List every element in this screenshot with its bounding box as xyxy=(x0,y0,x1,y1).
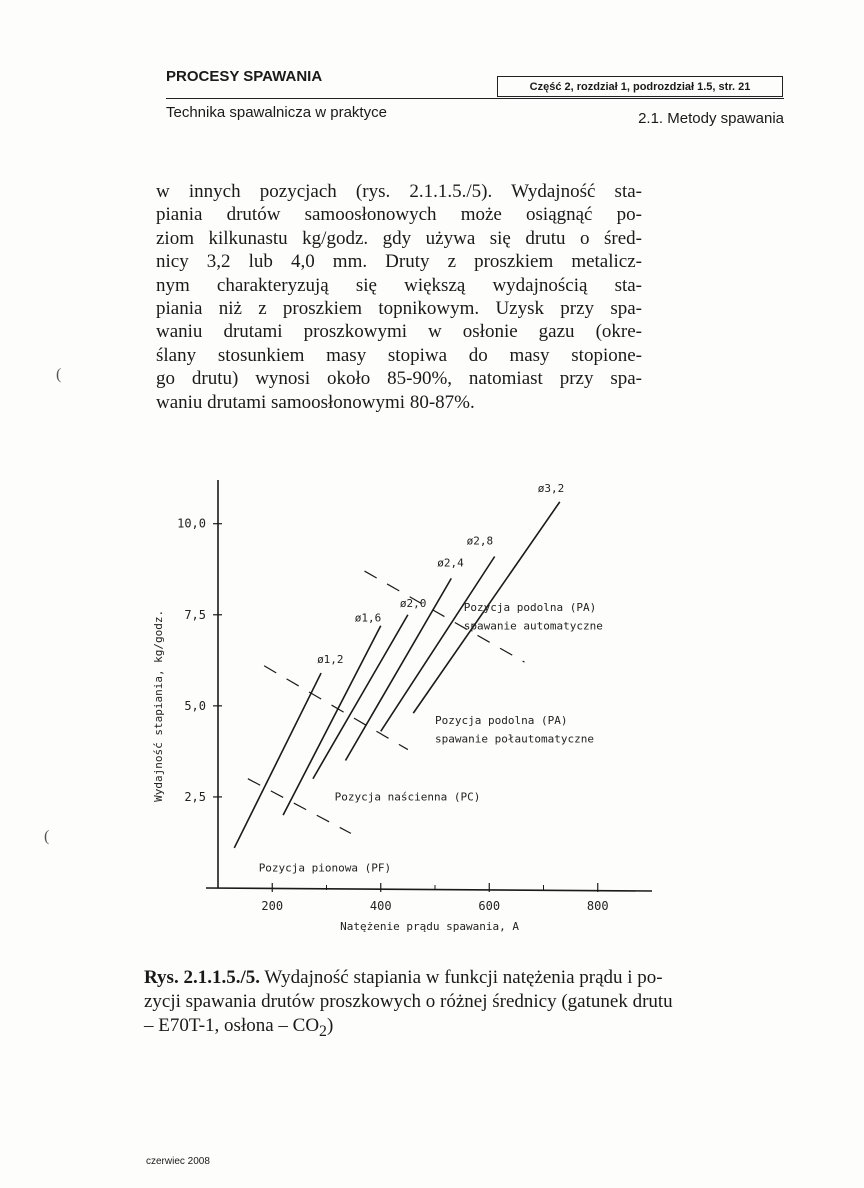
caption-line-2: zycji spawania drutów proszkowych o różnej średnicy (gatunek drutu xyxy=(144,991,673,1012)
section-reference-box: Część 2, rozdział 1, podrozdział 1.5, str. 21 xyxy=(497,76,783,97)
running-header-subtitle: Technika spawalnicza w praktyce xyxy=(166,104,387,121)
caption-line-3-end: ) xyxy=(326,1015,334,1036)
caption-subscript: 2 xyxy=(319,1022,327,1040)
body-line: go drutu) wynosi około 85-90%, natomiast przy spa- xyxy=(156,368,642,390)
x-axis-label: Natężenie prądu spawania, A xyxy=(340,920,519,933)
caption-line-1: Wydajność stapiania w funkcji natężenia prądu i po- xyxy=(259,967,663,988)
caption-line-3: – E70T-1, osłona – CO xyxy=(144,1015,320,1036)
margin-mark: ( xyxy=(44,828,50,845)
y-axis-label: Wydajność stapiania, kg/godz. xyxy=(152,609,165,802)
x-tick-label: 200 xyxy=(261,899,284,913)
body-line: w innych pozycjach (rys. 2.1.1.5./5). Wydajność sta- xyxy=(156,181,642,202)
running-header-title: PROCESY SPAWANIA xyxy=(166,68,323,85)
region-annotation: Pozycja pionowa (PF) xyxy=(258,861,392,875)
region-annotation: spawanie połautomatyczne xyxy=(435,732,594,746)
diameter-line xyxy=(313,615,408,779)
y-tick-label: 7,5 xyxy=(184,607,206,622)
region-annotation: Pozycja naścienna (PC) xyxy=(334,790,481,804)
y-tick-label: 10,0 xyxy=(177,516,206,531)
position-boundary-line xyxy=(264,666,408,750)
caption-label: Rys. 2.1.1.5./5. xyxy=(144,967,260,988)
welding-deposition-chart xyxy=(140,470,680,950)
body-line: ziom kilkunastu kg/godz. gdy używa się drutu o śred- xyxy=(156,227,642,249)
x-tick-label: 600 xyxy=(478,899,501,913)
body-line: nym charakteryzują się większą wydajnością sta- xyxy=(156,274,642,296)
chart-labels xyxy=(152,482,609,933)
figure-caption xyxy=(144,966,764,1044)
y-tick-label: 5,0 xyxy=(184,698,206,713)
body-line: piania niż z proszkiem topnikowym. Uzysk przy spa- xyxy=(156,298,642,320)
chart-axes xyxy=(206,480,652,891)
region-annotation: spawanie automatyczne xyxy=(463,619,603,633)
body-line: ślany stosunkiem masy stopiwa do masy stopione- xyxy=(156,344,642,366)
chart-ticks xyxy=(213,524,598,892)
diameter-label: ø2,8 xyxy=(466,534,494,548)
diameter-line xyxy=(381,557,495,732)
margin-mark: ( xyxy=(56,366,62,383)
chapter-label: 2.1. Metody spawania xyxy=(638,110,784,127)
body-paragraph xyxy=(156,180,642,414)
region-annotation: Pozycja podolna (PA) xyxy=(435,714,568,728)
diameter-label: ø1,2 xyxy=(317,653,344,667)
diameter-label: ø2,4 xyxy=(437,556,464,570)
position-boundary-line xyxy=(248,779,351,834)
diameter-label: ø2,0 xyxy=(399,596,427,610)
body-line: waniu drutami samoosłonowymi 80-87%. xyxy=(156,391,475,413)
body-line: waniu drutami proszkowymi w osłonie gazu (okre- xyxy=(156,321,642,343)
diameter-label: ø3,2 xyxy=(537,481,565,495)
x-axis-line xyxy=(206,888,652,891)
header-rule xyxy=(166,98,784,99)
x-tick-label: 800 xyxy=(586,899,609,913)
page-footer-date: czerwiec 2008 xyxy=(146,1156,210,1167)
y-tick-label: 2,5 xyxy=(184,789,206,804)
body-line: piania drutów samoosłonowych może osiągnąć po- xyxy=(156,204,642,226)
body-line: nicy 3,2 lub 4,0 mm. Druty z proszkiem metalicz- xyxy=(156,251,642,273)
diameter-label: ø1,6 xyxy=(354,611,382,625)
region-annotation: Pozycja podolna (PA) xyxy=(463,601,597,615)
x-tick-label: 400 xyxy=(369,899,392,913)
diameter-line xyxy=(234,673,321,848)
